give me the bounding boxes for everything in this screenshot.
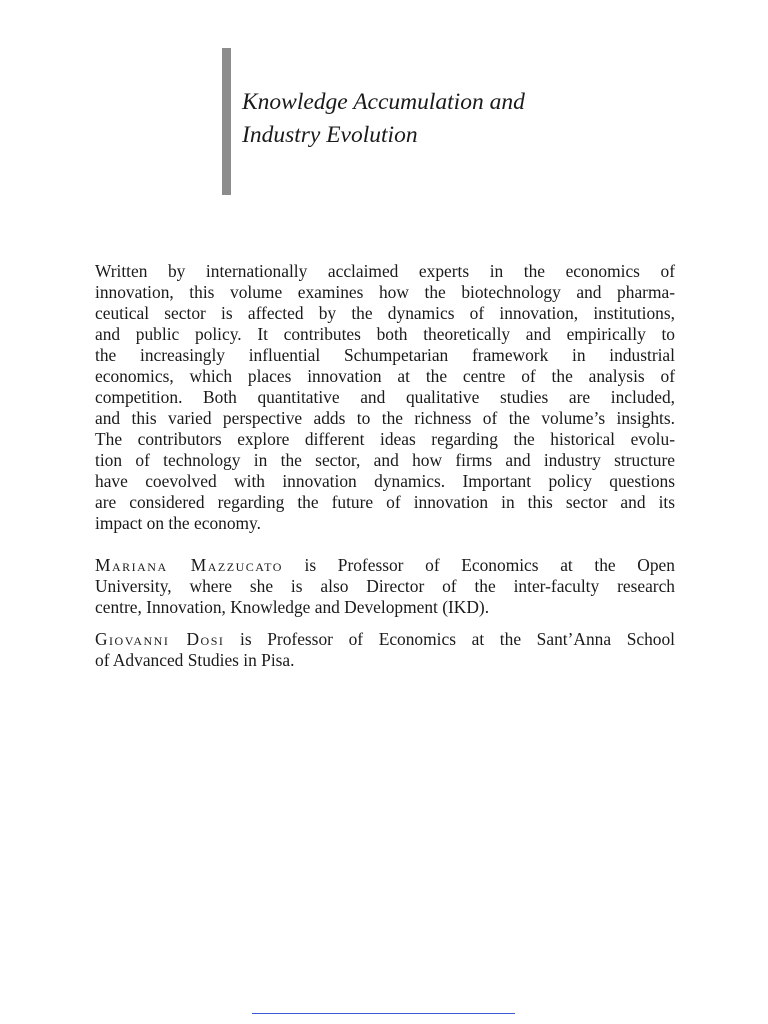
bio-text: is Professor of Economics at the Sant’Anna School bbox=[240, 629, 675, 649]
description-line: are considered regarding the future of innovation in this sector and its bbox=[95, 492, 675, 512]
description-line: The contributors explore different ideas regarding the historical evolu- bbox=[95, 429, 675, 449]
bottom-link-underline[interactable] bbox=[252, 1013, 515, 1014]
bio-line: University, where she is also Director of the inter-faculty research bbox=[95, 576, 675, 596]
bio-line: of Advanced Studies in Pisa. bbox=[95, 650, 295, 670]
author-name: Giovanni Dosi bbox=[95, 629, 225, 649]
description-line: Written by internationally acclaimed experts in the economics of bbox=[95, 261, 675, 281]
bio-first-line bbox=[95, 555, 675, 576]
description-line: and public policy. It contributes both theoretically and empirically to bbox=[95, 324, 675, 344]
description-line: the increasingly influential Schumpetarian framework in industrial bbox=[95, 345, 675, 365]
bio-text: is Professor of Economics at the Open bbox=[304, 555, 675, 575]
book-description bbox=[95, 261, 675, 534]
bio-first-line bbox=[95, 629, 675, 650]
title-accent-bar bbox=[222, 48, 231, 195]
book-title-line: Knowledge Accumulation and bbox=[242, 89, 525, 115]
book-title bbox=[242, 86, 662, 152]
author-name: Mariana Mazzucato bbox=[95, 555, 283, 575]
description-line: competition. Both quantitative and qualitative studies are included, bbox=[95, 387, 675, 407]
description-line: economics, which places innovation at the centre of the analysis of bbox=[95, 366, 675, 386]
description-line: innovation, this volume examines how the biotechnology and pharma- bbox=[95, 282, 675, 302]
description-line: ceutical sector is affected by the dynamics of innovation, institutions, bbox=[95, 303, 675, 323]
author-bio-mazzucato bbox=[95, 555, 675, 618]
book-title-line: Industry Evolution bbox=[242, 122, 418, 148]
description-line: have coevolved with innovation dynamics. Important policy questions bbox=[95, 471, 675, 491]
author-bio-dosi bbox=[95, 629, 675, 671]
bio-line: centre, Innovation, Knowledge and Development (IKD). bbox=[95, 597, 490, 617]
description-line: tion of technology in the sector, and how firms and industry structure bbox=[95, 450, 675, 470]
description-line: and this varied perspective adds to the richness of the volume’s insights. bbox=[95, 408, 675, 428]
description-line: impact on the economy. bbox=[95, 513, 261, 533]
